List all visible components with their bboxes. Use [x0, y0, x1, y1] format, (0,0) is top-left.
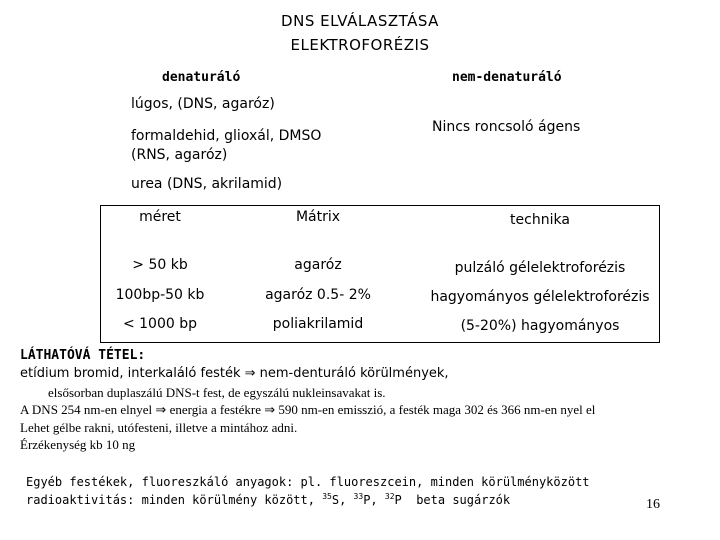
table-row-3-technique: (5-20%) hagyományos — [460, 318, 620, 334]
isotope-p33-mass: 33 — [353, 492, 364, 501]
denaturing-heading: denaturáló — [162, 70, 241, 85]
visibility-line-3a: A DNS 254 nm-en elnyel — [20, 402, 153, 417]
denaturing-item-urea: urea (DNS, akrilamid) — [131, 176, 283, 192]
implies-arrow-icon: ⇒ — [264, 403, 276, 418]
denaturing-item-rna: (RNS, agaróz) — [131, 147, 228, 163]
non-denaturing-item: Nincs roncsoló ágens — [432, 119, 581, 135]
page-number: 16 — [646, 497, 660, 512]
table-row-3-matrix: poliakrilamid — [272, 316, 364, 332]
table-row-1-technique: pulzáló gélelektroforézis — [454, 260, 626, 276]
implies-arrow-icon: ⇒ — [244, 366, 256, 381]
visibility-line-3 — [20, 402, 595, 418]
table-row-1-size: > 50 kb — [132, 257, 188, 273]
beta-emitters-text: beta sugárzók — [401, 493, 511, 507]
isotope-s35-element: S, — [331, 493, 354, 507]
visibility-line-2: elsősorban duplaszálú DNS-t fest, de egyszálú nukleinsavakat is. — [48, 385, 386, 400]
visibility-line-5: Érzékenység kb 10 ng — [20, 437, 136, 452]
table-header-technique: technika — [510, 212, 570, 228]
isotope-p32-element: P — [394, 493, 402, 507]
table-header-size: méret — [139, 209, 181, 225]
page-title-line1: DNS ELVÁLASZTÁSA — [281, 12, 439, 30]
table-header-matrix: Mátrix — [295, 209, 341, 225]
table-row-1-matrix: agaróz — [294, 257, 342, 273]
table-row-2-matrix: agaróz 0.5- 2% — [265, 287, 371, 303]
table-row-3-size: < 1000 bp — [122, 316, 198, 332]
isotope-s35-mass: 35 — [322, 492, 332, 501]
visibility-heading: LÁTHATÓVÁ TÉTEL: — [20, 348, 146, 363]
visibility-line-3c: 590 nm-en emisszió, a festék maga 302 és 366 nm-en nyel el — [278, 402, 596, 417]
visibility-line-3b: energia a festékre — [169, 402, 261, 417]
visibility-line-4: Lehet gélbe rakni, utófesteni, illetve a mintához adni. — [20, 420, 298, 435]
table-row-2-size: 100bp-50 kb — [115, 287, 205, 303]
non-denaturing-heading: nem-denaturáló — [452, 70, 562, 85]
visibility-line-1b: nem-denturáló körülmények, — [259, 366, 449, 381]
visibility-line-1a: etídium bromid, interkaláló festék — [20, 366, 241, 381]
radioactivity-text: radioaktivitás: minden körülmény között, — [26, 493, 323, 507]
implies-arrow-icon: ⇒ — [155, 403, 167, 418]
denaturing-item-alkaline: lúgos, (DNS, agaróz) — [131, 96, 275, 112]
isotope-p33-element: P, — [363, 493, 385, 507]
visibility-line-1 — [20, 366, 449, 381]
isotope-p32-mass: 32 — [384, 492, 395, 501]
page-title-line2: ELEKTROFORÉZIS — [290, 36, 430, 54]
other-dyes-line-1: Egyéb festékek, fluoreszkáló anyagok: pl. fluoreszcein, minden körülményközött — [26, 475, 590, 489]
denaturing-item-formaldehyde: formaldehid, glioxál, DMSO — [131, 128, 322, 144]
table-row-2-technique: hagyományos gélelektroforézis — [430, 289, 650, 305]
other-dyes-line-2 — [26, 493, 510, 507]
